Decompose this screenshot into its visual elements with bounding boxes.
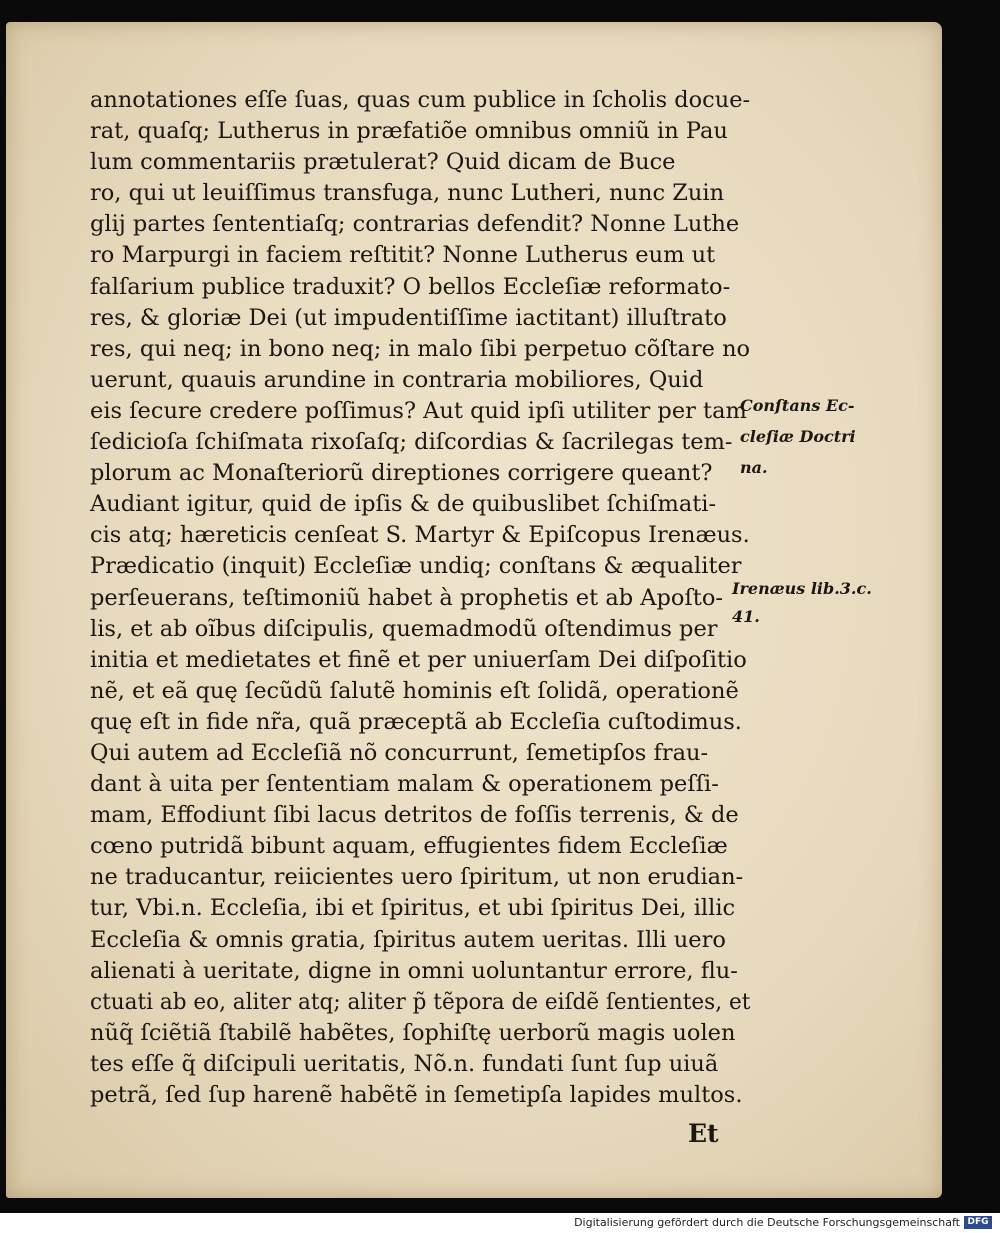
text-line: petrã, ſed ſup harenẽ habẽtẽ in ſemetipſa lapides multos. (90, 1082, 743, 1108)
text-line: ctuati ab eo, aliter atq; aliter p̃ tẽpora de eiſdẽ ſentientes, et (90, 988, 751, 1015)
text-line: tur, Vbi.n. Eccleſia, ibi et ſpiritus, et ubi ſpiritus Dei, illic (90, 895, 736, 922)
margin-note-line: Conſtans Ec- (740, 396, 855, 415)
text-line: nẽ, et eã quę ſecũdũ ſalutẽ hominis eſt ſolidã, operationẽ (90, 677, 739, 704)
book-page (6, 22, 942, 1198)
text-line: ne traducantur, reiicientes uero ſpiritum, ut non erudian- (90, 864, 744, 891)
margin-note-line: 41. (732, 607, 760, 626)
text-line: dant à uita per ſententiam malam & operationem peſſi- (90, 771, 719, 798)
text-line: annotationes eſſe ſuas, quas cum publice in ſcholis docue- (90, 87, 751, 113)
text-line: initia et medietates et finẽ et per uniuerſam Dei diſpoſitio (90, 646, 747, 673)
text-line: nũq̃ ſciẽtiã ſtabilẽ habẽtes, ſophiſtę uerborũ magis uolen (90, 1019, 736, 1046)
text-line: eis ſecure credere poſſimus? Aut quid ipſi utiliter per tam (90, 397, 747, 424)
text-line: ro Marpurgi in faciem reſtitit? Nonne Lutherus eum ut (90, 242, 716, 269)
margin-note-irenaeus (732, 575, 872, 631)
text-line: Eccleſia & omnis gratia, ſpiritus autem ueritas. Illi uero (90, 926, 726, 953)
margin-note-line: cleſiæ Doctri (740, 427, 856, 446)
footer-bar (0, 1213, 1000, 1233)
text-line: ro, qui ut leuiſſimus transfuga, nunc Lutheri, nunc Zuin (90, 180, 725, 207)
text-line: res, qui neq; in bono neq; in malo ſibi perpetuo cõſtare no (90, 335, 751, 362)
text-line: quę eſt in fide nr̃a, quã præceptã ab Eccleſia cuſtodimus. (90, 708, 742, 735)
funding-notice: Digitalisierung gefördert durch die Deutsche Forschungsgemeinschaft (574, 1216, 960, 1229)
text-line: perſeuerans, teſtimoniũ habet à prophetis et ab Apoſto- (90, 584, 723, 611)
text-line: mam, Effodiunt ſibi lacus detritos de foſſis terrenis, & de (90, 802, 739, 829)
text-line: plorum ac Monaſteriorũ direptiones corrigere queant? (90, 460, 713, 487)
margin-note-constans (740, 390, 856, 483)
text-line: res, & gloriæ Dei (ut impudentiſſime iactitant) illuſtrato (90, 304, 727, 331)
text-line: cis atq; hæreticis cenſeat S. Martyr & Epiſcopus Irenæus. (90, 522, 750, 549)
text-line: Qui autem ad Eccleſiã nõ concurrunt, ſemetipſos frau- (90, 739, 709, 766)
text-line: ſedicioſa ſchiſmata rixoſaſq; diſcordias & ſacrilegas tem- (90, 429, 733, 456)
text-line: tes eſſe q̃ diſcipuli ueritatis, Nõ.n. fundati ſunt ſup uiuã (90, 1050, 719, 1077)
margin-note-line: na. (740, 458, 768, 477)
body-text (90, 85, 750, 1111)
text-line: lis, et ab oĩbus diſcipulis, quemadmodũ oſtendimus per (90, 615, 718, 642)
text-line: Prædicatio (inquit) Eccleſiæ undiq; conſtans & æqualiter (90, 553, 742, 580)
text-line: cœno putridã bibunt aquam, effugientes fidem Eccleſiæ (90, 833, 728, 860)
catchword: Et (688, 1119, 719, 1148)
dfg-logo: DFG (964, 1216, 992, 1229)
text-line: Audiant igitur, quid de ipſis & de quibuslibet ſchiſmati- (90, 491, 717, 518)
text-line: lum commentariis prætulerat? Quid dicam de Buce (90, 149, 676, 176)
text-line: uerunt, quauis arundine in contraria mobiliores, Quid (90, 366, 704, 393)
text-line: alienati à ueritate, digne in omni uoluntantur errore, flu- (90, 957, 738, 984)
text-line: rat, quaſq; Lutherus in præfatiõe omnibus omniũ in Pau (90, 118, 728, 145)
margin-note-line: Irenæus lib.3.c. (732, 579, 872, 598)
text-line: falſarium publice traduxit? O bellos Eccleſiæ reformato- (90, 273, 731, 300)
text-line: glij partes ſententiaſq; contrarias defendit? Nonne Luthe (90, 211, 740, 238)
